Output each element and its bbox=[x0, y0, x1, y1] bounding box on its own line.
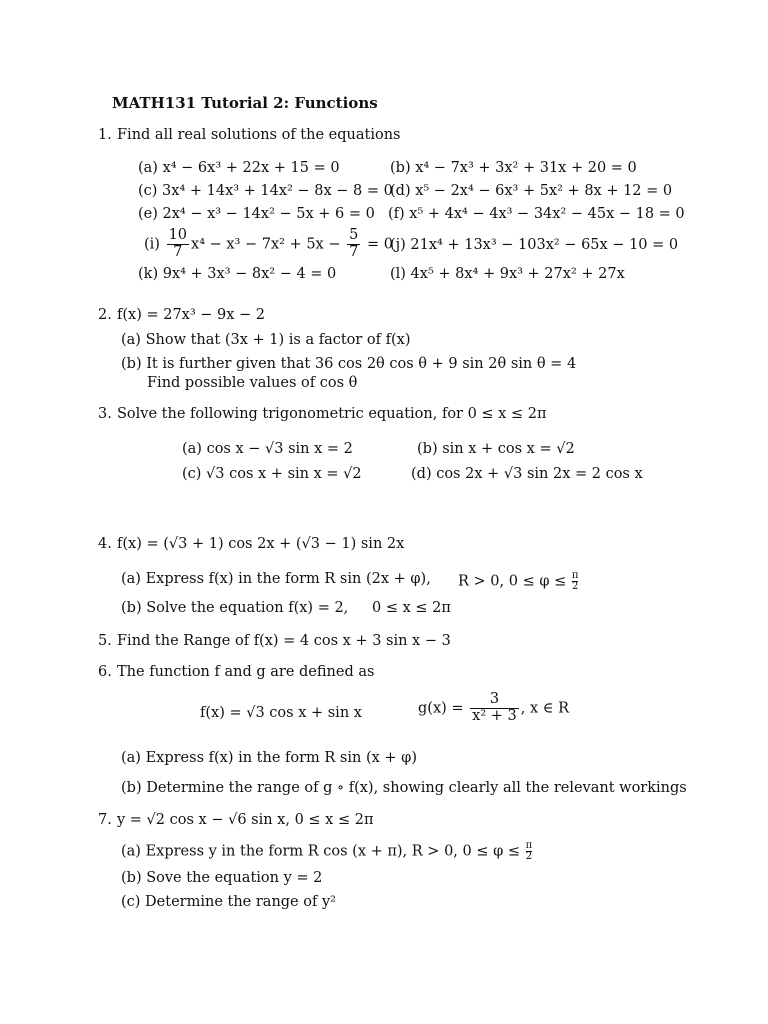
q1-i-frac2-den: 7 bbox=[349, 243, 359, 260]
q4-a: (a) Express f(x) in the form R sin (2x + φ), bbox=[121, 571, 431, 587]
q4-a-condition bbox=[458, 571, 579, 592]
q4-a-frac-den: 2 bbox=[571, 581, 579, 592]
q7-text: y = √2 cos x − √6 sin x, 0 ≤ x ≤ 2π bbox=[117, 812, 374, 828]
q1-i-frac1 bbox=[167, 228, 189, 261]
q4-b: (b) Solve the equation f(x) = 2, bbox=[121, 600, 349, 616]
q1-i-frac1-num: 10 bbox=[168, 227, 188, 243]
q6-g-lhs: g(x) = bbox=[418, 700, 464, 717]
q1-d: (d) x⁵ − 2x⁴ − 6x³ + 5x² + 8x + 12 = 0 bbox=[390, 183, 673, 199]
q6-number: 6. bbox=[98, 664, 112, 680]
q7-a-text: (a) Express y in the form R cos (x + π), R > 0, 0 ≤ φ ≤ bbox=[121, 843, 521, 860]
q2-b: (b) It is further given that 36 cos 2θ cos θ + 9 sin 2θ sin θ = 4 bbox=[121, 356, 577, 372]
q3-b: (b) sin x + cos x = √2 bbox=[417, 441, 575, 457]
q2-number: 2. bbox=[98, 307, 112, 323]
q6-g-den: x² + 3 bbox=[472, 707, 517, 724]
q3-d: (d) cos 2x + √3 sin 2x = 2 cos x bbox=[411, 466, 643, 482]
q1-k: (k) 9x⁴ + 3x³ − 8x² − 4 = 0 bbox=[138, 266, 337, 282]
q1-text: Find all real solutions of the equations bbox=[117, 127, 401, 143]
q4-a-cond-text: R > 0, 0 ≤ φ ≤ bbox=[458, 573, 567, 590]
q6-g-frac bbox=[470, 692, 519, 725]
q6-g-rhs: , x ∈ R bbox=[520, 700, 570, 717]
q3-number: 3. bbox=[98, 406, 112, 422]
q4-text: f(x) = (√3 + 1) cos 2x + (√3 − 1) sin 2x bbox=[117, 536, 405, 552]
q3-c: (c) √3 cos x + sin x = √2 bbox=[182, 466, 362, 482]
q1-i-mid: x⁴ − x³ − 7x² + 5x − bbox=[191, 236, 341, 253]
q6-text: The function f and g are defined as bbox=[117, 664, 375, 680]
q7-b: (b) Sove the equation y = 2 bbox=[121, 870, 323, 886]
q1-c: (c) 3x⁴ + 14x³ + 14x² − 8x − 8 = 0 bbox=[138, 183, 393, 199]
q1-i-end: = 0 bbox=[366, 236, 393, 253]
q4-b-condition: 0 ≤ x ≤ 2π bbox=[372, 600, 451, 616]
q5-text: Find the Range of f(x) = 4 cos x + 3 sin x − 3 bbox=[117, 633, 451, 649]
q2-b2: Find possible values of cos θ bbox=[147, 375, 358, 391]
q1-a: (a) x⁴ − 6x³ + 22x + 15 = 0 bbox=[138, 160, 340, 176]
q4-a-frac bbox=[572, 571, 579, 592]
q6-b: (b) Determine the range of g ∘ f(x), showing clearly all the relevant workings bbox=[121, 780, 687, 796]
q1-i bbox=[144, 228, 393, 261]
q7-c: (c) Determine the range of y² bbox=[121, 894, 336, 910]
q1-i-frac1-den: 7 bbox=[173, 243, 183, 260]
page-title: MATH131 Tutorial 2: Functions bbox=[112, 94, 378, 112]
q6-f-definition: f(x) = √3 cos x + sin x bbox=[200, 705, 362, 721]
q7-a-frac-num: π bbox=[525, 840, 533, 851]
q1-j: (j) 21x⁴ + 13x³ − 103x² − 65x − 10 = 0 bbox=[390, 237, 679, 253]
q5-number: 5. bbox=[98, 633, 112, 649]
q1-i-frac2-num: 5 bbox=[349, 227, 359, 243]
q6-g-num: 3 bbox=[470, 692, 519, 709]
q1-b: (b) x⁴ − 7x³ + 3x² + 31x + 20 = 0 bbox=[390, 160, 637, 176]
q2-text: f(x) = 27x³ − 9x − 2 bbox=[117, 307, 266, 323]
q7-a-frac-den: 2 bbox=[525, 851, 533, 862]
q1-l: (l) 4x⁵ + 8x⁴ + 9x³ + 27x² + 27x bbox=[390, 266, 625, 282]
q1-e: (e) 2x⁴ − x³ − 14x² − 5x + 6 = 0 bbox=[138, 206, 375, 222]
q4-a-frac-num: π bbox=[571, 570, 579, 581]
q3-text: Solve the following trigonometric equation, for 0 ≤ x ≤ 2π bbox=[117, 406, 547, 422]
q1-i-frac2 bbox=[347, 228, 360, 261]
q4-number: 4. bbox=[98, 536, 112, 552]
q1-number: 1. bbox=[98, 127, 112, 143]
q7-a bbox=[121, 841, 533, 862]
q1-f: (f) x⁵ + 4x⁴ − 4x³ − 34x² − 45x − 18 = 0 bbox=[388, 206, 685, 222]
q7-number: 7. bbox=[98, 812, 112, 828]
q3-a: (a) cos x − √3 sin x = 2 bbox=[182, 441, 353, 457]
q1-i-label: (i) bbox=[144, 236, 160, 253]
q6-g-definition bbox=[418, 692, 569, 725]
q2-a: (a) Show that (3x + 1) is a factor of f(x) bbox=[121, 332, 411, 348]
q6-a: (a) Express f(x) in the form R sin (x + φ) bbox=[121, 750, 417, 766]
q7-a-frac bbox=[526, 841, 533, 862]
